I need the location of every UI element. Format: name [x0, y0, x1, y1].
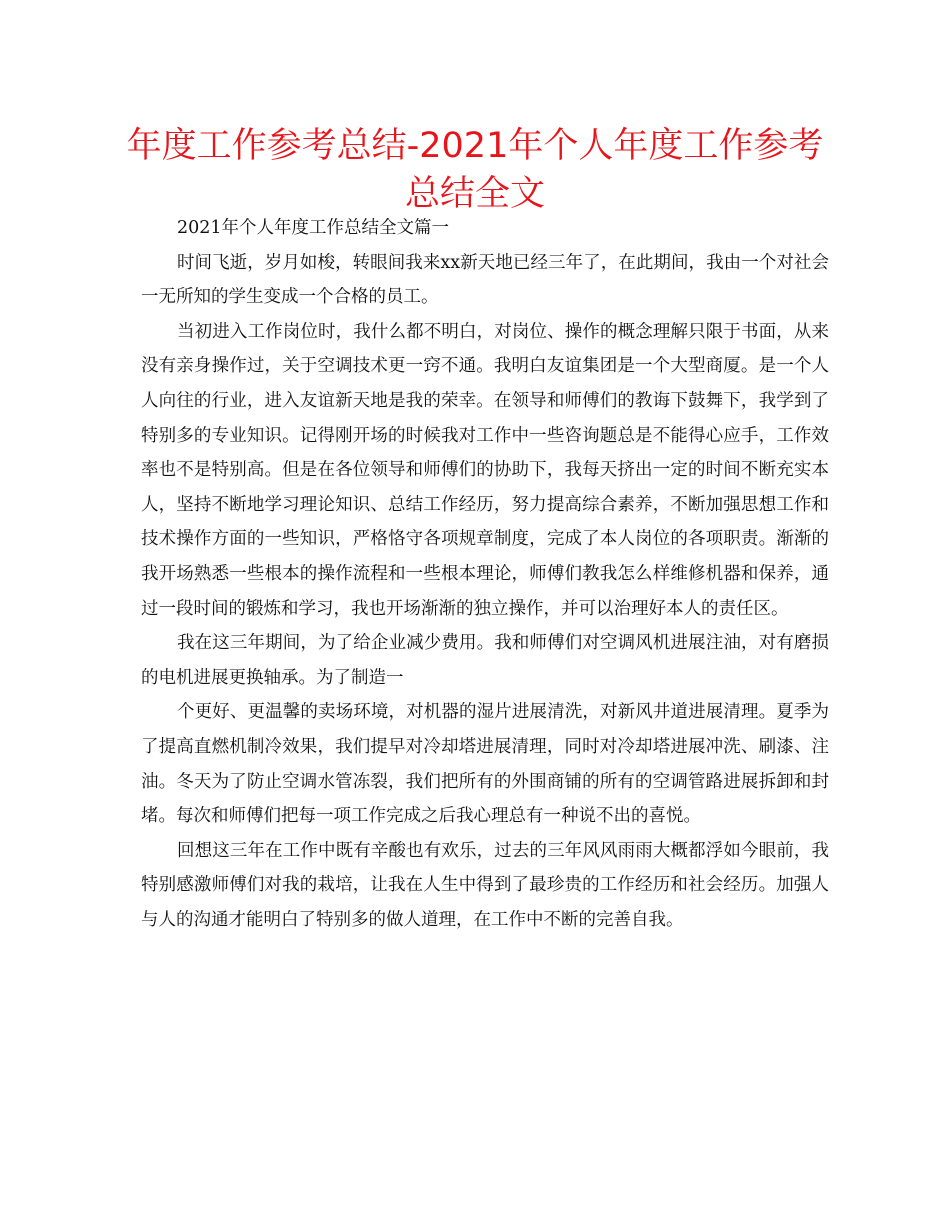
document-title: 年度工作参考总结-2021年个人年度工作参考总结全文 — [126, 126, 824, 214]
paragraph: 当初进入工作岗位时，我什么都不明白，对岗位、操作的概念理解只限于书面，从来没有亲身操作过，关于空调技术更一窍不通。我明白友谊集团是一个大型商厦。是一个人人向往的行业，进入友谊新天地是我的荣幸。在领导和师傅们的教诲下鼓舞下，我学到了特别多的专业知识。记得刚开场的时候我对工作中一些咨询题总是不能得心应手，工作效率也不是特别高。但是在各位领导和师傅们的协助下，我每天挤出一定的时间不断充实本人，坚持不断地学习理论知识、总结工作经历，努力提高综合素养，不断加强思想工作和技术操作方面的一些知识，严格恪守各项规章制度，完成了本人岗位的各项职责。渐渐的我开场熟悉一些根本的操作流程和一些根本理论，师傅们教我怎么样维修机器和保养，通过一段时间的锻炼和学习，我也开场渐渐的独立操作，并可以治理好本人的责任区。 — [141, 321, 829, 619]
paragraph: 我在这三年期间，为了给企业减少费用。我和师傅们对空调风机进展注油，对有磨损的电机进展更换轴承。为了制造一 — [141, 633, 829, 688]
paragraph: 回想这三年在工作中既有辛酸也有欢乐，过去的三年风风雨雨大概都浮如今眼前，我特别感激师傅们对我的栽培，让我在人生中得到了最珍贵的工作经历和社会经历。加强人与人的沟通才能明白了特别多的做人道理，在工作中不断的完善自我。 — [141, 840, 829, 930]
paragraph: 个更好、更温馨的卖场环境，对机器的湿片进展清洗，对新风井道进展清理。夏季为了提高直燃机制冷效果，我们提早对冷却塔进展清理，同时对冷却塔进展冲洗、刷漆、注油。冬天为了防止空调水管冻裂，我们把所有的外围商铺的所有的空调管路进展拆卸和封堵。每次和师傅们把每一项工作完成之后我心理总有一种说不出的喜悦。 — [141, 702, 829, 827]
document-body — [141, 211, 829, 937]
paragraph: 时间飞逝，岁月如梭，转眼间我来xx新天地已经三年了，在此期间，我由一个对社会一无所知的学生变成一个合格的员工。 — [141, 252, 829, 308]
section-heading: 2021年个人年度工作总结全文篇一 — [177, 218, 450, 238]
